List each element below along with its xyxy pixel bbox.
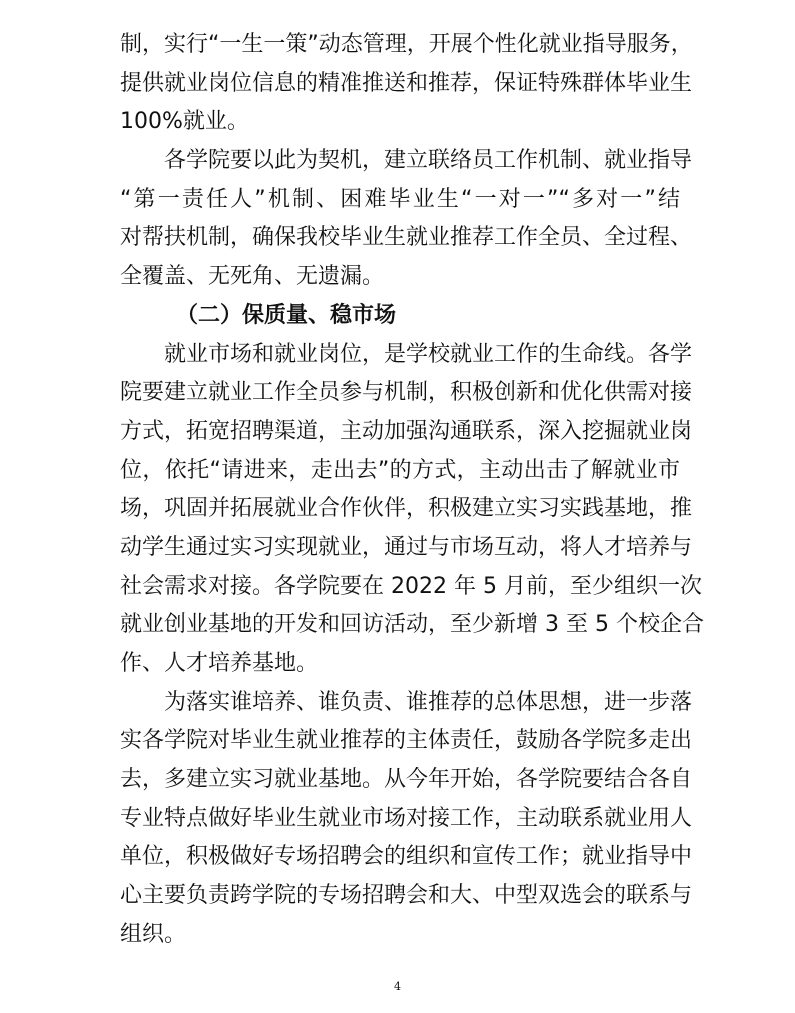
text-line: 就业创业基地的开发和回访活动，至少新增 3 至 5 个校企合 [120, 612, 704, 638]
section-heading: （二）保质量、稳市场 [176, 302, 397, 328]
text-line: 院要建立就业工作全员参与机制，积极创新和优化供需对接 [120, 380, 693, 406]
page-number: 4 [394, 980, 401, 993]
text-line: 组织。 [120, 921, 187, 947]
text-line: 制，实行“一生一策”动态管理，开展个性化就业指导服务， [120, 32, 693, 57]
text-line: 社会需求对接。各学院要在 2022 年 5 月前，至少组织一次 [120, 573, 702, 599]
body-text [120, 26, 704, 955]
text-line: 全覆盖、无死角、无遗漏。 [120, 264, 385, 290]
text-line: 作、人才培养基地。 [120, 651, 319, 676]
text-line: 位，依托“请进来，走出去”的方式，主动出击了解就业市 [120, 457, 680, 483]
text-line: 专业特点做好毕业生就业市场对接工作，主动联系就业用人 [120, 805, 693, 831]
text-line: 各学院要以此为契机，建立联络员工作机制、就业指导 [120, 148, 693, 174]
text-line: 实各学院对毕业生就业推荐的主体责任，鼓励各学院多走出 [120, 728, 693, 754]
text-line: 就业市场和就业岗位，是学校就业工作的生命线。各学 [120, 341, 693, 367]
text-line: 提供就业岗位信息的精准推送和推荐，保证特殊群体毕业生 [120, 70, 693, 96]
text-line: 单位，积极做好专场招聘会的组织和宣传工作；就业指导中 [120, 844, 693, 870]
text-line: 100%就业。 [120, 109, 249, 135]
text-line: 为落实谁培养、谁负责、谁推荐的总体思想，进一步落 [120, 689, 693, 715]
text-line: 心主要负责跨学院的专场招聘会和大、中型双选会的联系与 [120, 883, 693, 909]
text-line: 对帮扶机制，确保我校毕业生就业推荐工作全员、全过程、 [120, 225, 693, 251]
text-line: 方式，拓宽招聘渠道，主动加强沟通联系，深入挖掘就业岗 [120, 418, 693, 444]
text-line: 去，多建立实习就业基地。从今年开始，各学院要结合各自 [120, 767, 693, 793]
text-line: 场，巩固并拓展就业合作伙伴，积极建立实习实践基地，推 [120, 496, 693, 522]
text-line: “第一责任人”机制、困难毕业生“一对一”“多对一”结 [120, 186, 680, 212]
text-line: 动学生通过实习实现就业，通过与市场互动，将人才培养与 [120, 534, 693, 560]
